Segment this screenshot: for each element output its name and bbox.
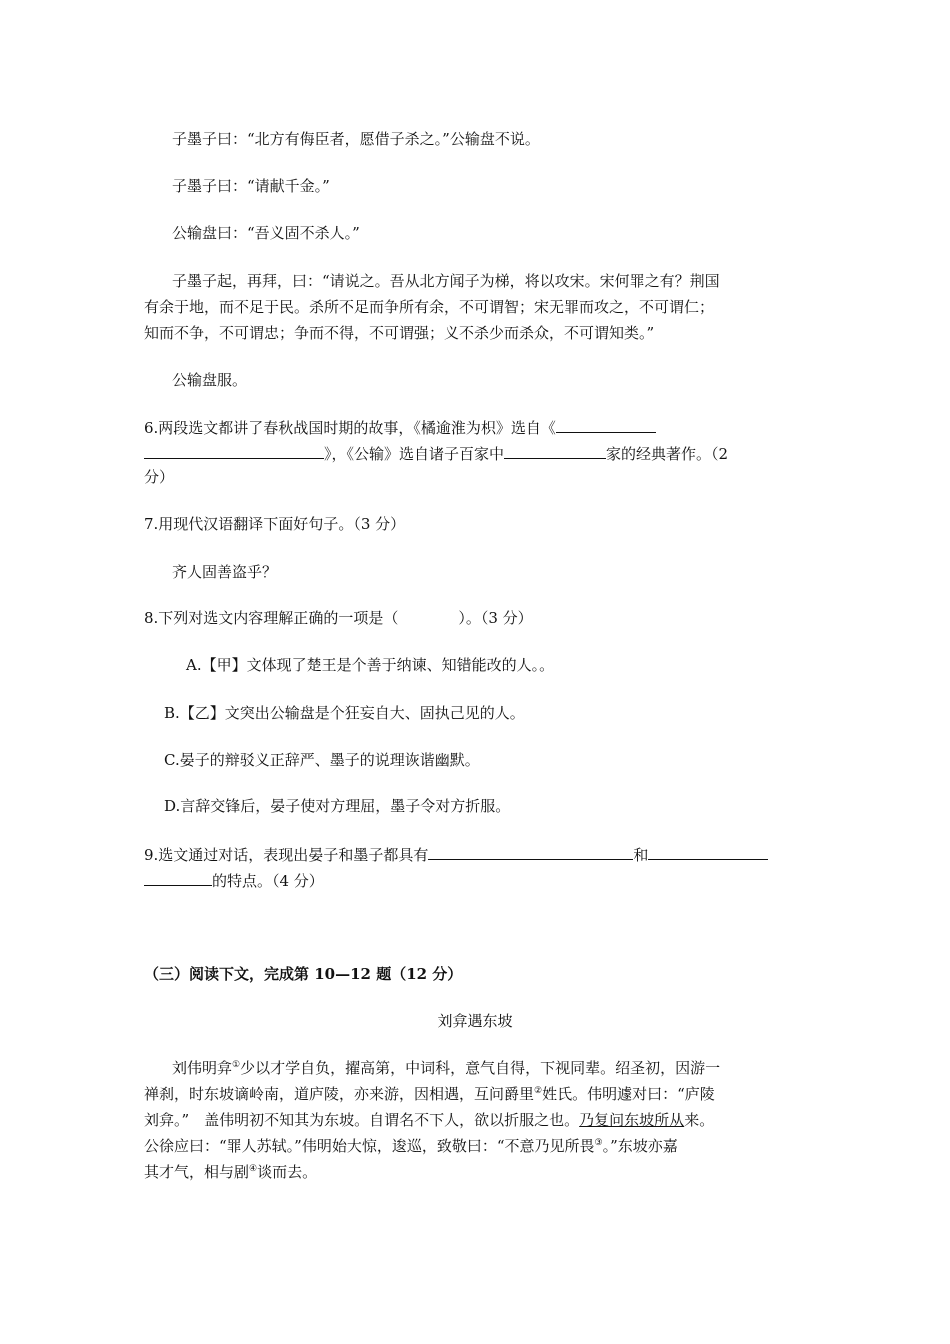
footnote-marker: ② [534, 1086, 543, 1096]
passage-line: 有余于地，而不足于民。杀所不足而争所有余，不可谓智；宋无罪而攻之，不可谓仁； [144, 298, 715, 316]
question-7-stem: 7.用现代汉语翻译下面好句子。（3 分） [144, 515, 406, 533]
question-text: 6.两段选文都讲了春秋战国时期的故事，《橘逾淮为枳》选自《 [144, 419, 556, 437]
passage-line: 禅刹，时东坡谪岭南，道庐陵，亦来游，因相遇，互问爵里②姓氏。伟明遽对曰：“庐陵 [144, 1085, 715, 1103]
question-7-sentence: 齐人固善盗乎？ [172, 563, 278, 581]
answer-blank[interactable] [144, 442, 324, 459]
answer-blank[interactable] [428, 843, 633, 860]
option-b: B.【乙】文突出公输盘是个狂妄自大、固执己见的人。 [164, 704, 525, 722]
footnote-marker: ① [232, 1060, 241, 1070]
question-text: 家的经典著作。（2 [606, 445, 729, 463]
passage-title: 刘弇遇东坡 [437, 1012, 513, 1030]
passage-line: 刘伟明弇①少以才学自负，擢高第，中词科，意气自得，下视同辈。绍圣初，因游一 [172, 1059, 721, 1077]
passage-line: 子墨子起，再拜，曰：“请说之。吾从北方闻子为梯，将以攻宋。宋何罪之有？荆国 [172, 272, 720, 290]
question-text: 9.选文通过对话，表现出晏子和墨子都具有 [144, 846, 429, 864]
answer-blank[interactable] [144, 869, 212, 886]
question-8-stem: 8.下列对选文内容理解正确的一项是（ ）。（3 分） [144, 609, 533, 627]
passage-line: 子墨子曰：“北方有侮臣者，愿借子杀之。”公输盘不说。 [172, 130, 540, 148]
option-d: D.言辞交锋后，晏子使对方理屈，墨子令对方折服。 [164, 797, 511, 815]
passage-line: 公输盘服。 [172, 371, 248, 389]
question-9-line-1 [144, 843, 768, 866]
passage-line: 公输盘曰：“吾义固不杀人。” [172, 224, 360, 242]
passage-line: 刘弇。” 盖伟明初不知其为东坡。自谓名不下人，欲以折服之也。乃复问东坡所从来。 [144, 1111, 715, 1129]
passage-line: 知而不争，不可谓忠；争而不得，不可谓强；义不杀少而杀众，不可谓知类。” [144, 324, 655, 342]
question-text: 和 [633, 846, 649, 864]
question-9-line-2 [144, 869, 324, 892]
passage-line: 公徐应曰：“罪人苏轼。”伟明始大惊，逡巡，致敬曰：“不意乃见所畏③。”东坡亦嘉 [144, 1137, 678, 1155]
option-a: A.【甲】文体现了楚王是个善于纳谏、知错能改的人。。 [186, 656, 555, 674]
option-c: C.晏子的辩驳义正辞严、墨子的说理诙谐幽默。 [164, 751, 480, 769]
section-heading: （三）阅读下文，完成第 10—12 题（12 分） [144, 965, 463, 983]
answer-blank[interactable] [556, 416, 656, 433]
answer-blank[interactable] [648, 843, 768, 860]
question-text: 分） [144, 468, 175, 486]
question-6-line-1 [144, 416, 656, 439]
footnote-marker: ③ [594, 1138, 603, 1148]
answer-blank[interactable] [504, 442, 606, 459]
underlined-sentence: 乃复问东坡所从 [579, 1111, 685, 1129]
question-text: 的特点。（4 分） [212, 872, 324, 890]
question-6-line-2 [144, 442, 728, 465]
question-text: 》，《公输》选自诸子百家中 [324, 445, 505, 463]
footnote-marker: ④ [249, 1164, 258, 1174]
passage-line: 其才气，相与剧④谈而去。 [144, 1163, 318, 1181]
passage-line: 子墨子曰：“请献千金。” [172, 177, 330, 195]
